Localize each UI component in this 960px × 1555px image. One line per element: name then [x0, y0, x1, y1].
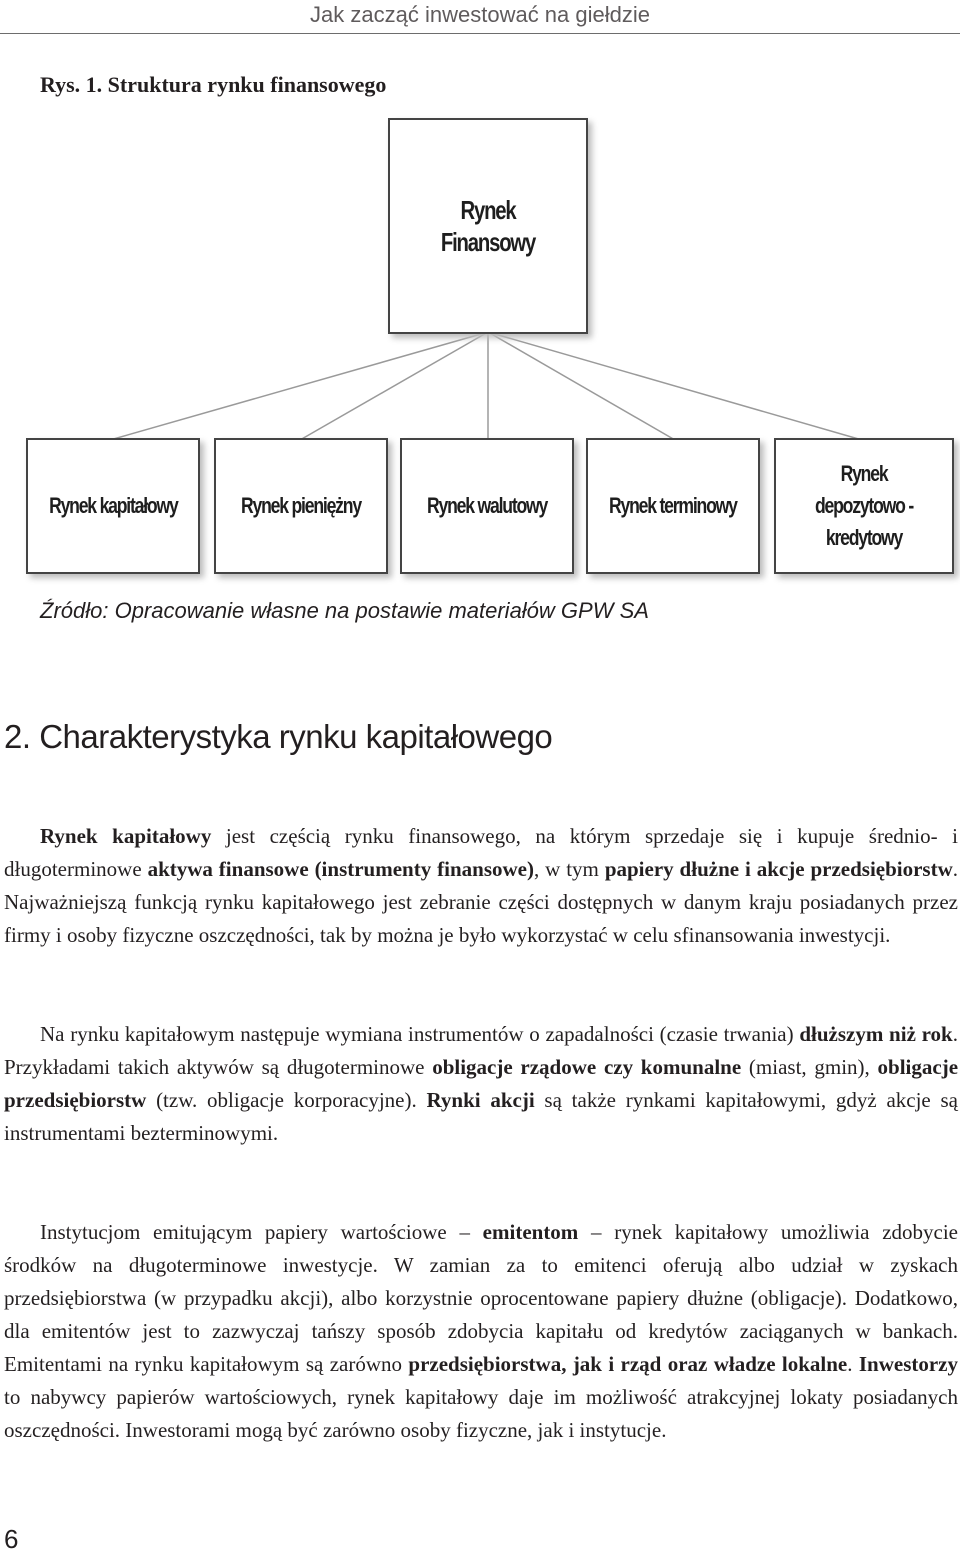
connector-5 [488, 332, 862, 440]
text-run: . Przykładami takich aktywów są długoterminowe [4, 1022, 958, 1079]
connector-2 [300, 332, 488, 440]
text-run: (tzw. obligacje korporacyjne). [146, 1088, 427, 1112]
bold-text: papiery dłużne i akcje przedsiębiorstw [604, 857, 953, 881]
connector-1 [110, 332, 488, 440]
bold-text: obligacje rządowe czy komunalne [432, 1055, 742, 1079]
text-run: Instytucjom emitującym papiery wartościowe – [40, 1220, 483, 1244]
node-capital-market [26, 438, 200, 574]
bold-text: Rynki akcji [426, 1088, 535, 1112]
node-label: Rynek walutowy [426, 493, 548, 518]
text-run: , w tym [533, 857, 605, 881]
figure-caption: Rys. 1. Struktura rynku finansowego [40, 72, 387, 97]
text-run: to nabywcy papierów wartościowych, rynek kapitałowy daje im możliwość atrakcyjnej lokaty posiadanych oszczędności. Inwestorami mogą być zarówno osoby fizyczne, jak i instytucje. [4, 1385, 958, 1442]
bold-text: Inwestorzy [858, 1352, 959, 1376]
section-heading: 2. Charakterystyka rynku kapitałowego [4, 718, 553, 755]
paragraph-2 [4, 1018, 958, 1150]
bold-text: Rynek kapitałowy [40, 824, 212, 848]
paragraph-indent [4, 824, 40, 848]
text-run: jest częścią rynku finansowego, na którym sprzedaje się i kupuje średnio- i długoterminowe [4, 824, 958, 881]
text-run: . Najważniejszą funkcją rynku kapitałowego jest zebranie części dostępnych w danym kraju posiadanych przez firmy i osoby fizyczne oszczędności, tak by można je było wykorzystać w celu sfinansowania inwestycji. [4, 857, 959, 947]
bold-text: aktywa finansowe (instrumenty finansowe) [147, 857, 534, 881]
text-run: (miast, gmin), [741, 1055, 878, 1079]
text-run: – rynek kapitałowy umożliwia zdobycie środków na długoterminowe inwestycje. W zamian za to emitenci oferują albo udział w zyskach przedsiębiorstwa (w przypadku akcji), albo korzystnie oprocentowane papiery dłużne (obligacje). Dodatkowo, dla emitentów jest to zazwyczaj tańszy sposób zdobycia kapitału od kredytów zaciąganych w bankach. Emitentami na rynku kapitałowym są zarówno [4, 1220, 958, 1376]
running-header [0, 0, 960, 36]
text-run: . [847, 1352, 859, 1376]
node-futures-market [586, 438, 760, 574]
node-currency-market [400, 438, 574, 574]
connector-4 [488, 332, 675, 440]
header-rule [0, 33, 960, 34]
paragraph-indent [4, 1022, 40, 1046]
node-label: Rynek terminowy [609, 493, 737, 518]
paragraph-3 [4, 1216, 958, 1447]
node-root [388, 118, 588, 334]
text-run: są także rynkami kapitałowymi, gdyż akcje są instrumentami bezterminowymi. [4, 1088, 958, 1145]
node-label: Rynek depozytowo - kredytowy [814, 461, 914, 550]
bold-text: dłuższym niż rok [799, 1022, 953, 1046]
node-label: Rynek kapitałowy [48, 493, 178, 518]
paragraph-indent [4, 1220, 40, 1244]
node-label: Rynek pieniężny [241, 493, 361, 518]
node-deposit-credit-market [774, 438, 954, 574]
figure-source: Źródło: Opracowanie własne na postawie materiałów GPW SA [40, 598, 649, 623]
bold-text: emitentom [482, 1220, 579, 1244]
node-root-label: Rynek Finansowy [440, 195, 536, 257]
bold-text: przedsiębiorstwa, jak i rząd oraz władze lokalne [408, 1352, 848, 1376]
financial-market-diagram [0, 110, 960, 590]
node-money-market [214, 438, 388, 574]
page-number: 6 [4, 1524, 19, 1554]
text-run: Na rynku kapitałowym następuje wymiana instrumentów o zapadalności (czasie trwania) [40, 1022, 800, 1046]
bold-text: obligacje przedsiębiorstw [4, 1055, 959, 1112]
paragraph-1 [4, 820, 958, 952]
header-title: Jak zacząć inwestować na giełdzie [310, 2, 650, 27]
